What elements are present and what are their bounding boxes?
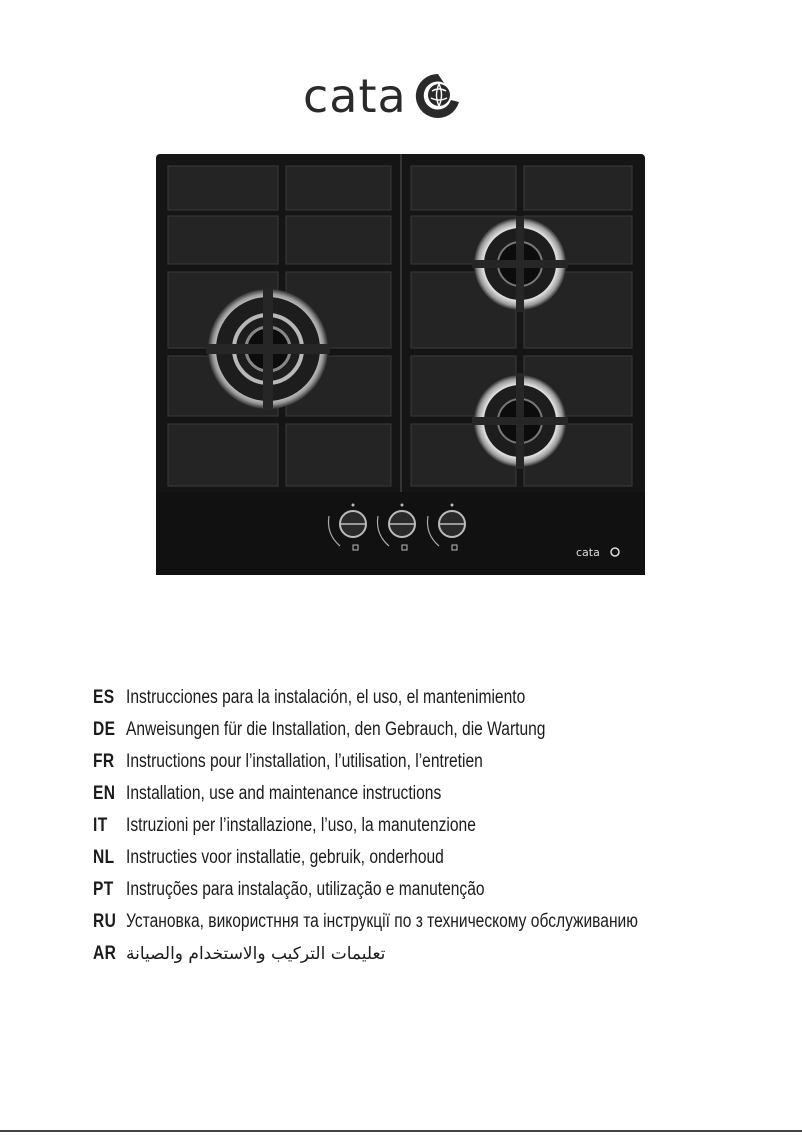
globe-logo-icon — [413, 71, 463, 121]
language-row-fr — [93, 746, 773, 778]
language-row-it — [93, 810, 773, 842]
language-title: Anweisungen für die Installation, den Gebrauch, die Wartung — [126, 719, 546, 740]
language-row-en — [93, 778, 773, 810]
language-title: Instruções para instalação, utilização e manutenção — [126, 879, 485, 900]
language-code: RU — [93, 911, 117, 932]
language-code: NL — [93, 847, 115, 868]
language-code: EN — [93, 783, 116, 804]
language-title: Instructions pour l’installation, l’utilisation, l’entretien — [126, 751, 483, 772]
language-title: Установка, використння та інструкції по з техническому обслуживанию — [126, 911, 638, 932]
language-title: Instrucciones para la instalación, el uso, el mantenimiento — [126, 687, 526, 708]
language-code: DE — [93, 719, 116, 740]
language-row-es — [93, 682, 773, 714]
gas-hob-photo — [156, 154, 645, 575]
hob-panel-brand: cata — [576, 546, 600, 559]
language-row-ru — [93, 906, 773, 938]
brand-wordmark: cata — [303, 69, 407, 123]
language-code: FR — [93, 751, 115, 772]
language-list — [93, 682, 773, 970]
page-bottom-rule — [0, 1130, 802, 1132]
language-title: Istruzioni per l’installazione, l’uso, la manutenzione — [126, 815, 476, 836]
language-code: ES — [93, 687, 115, 708]
language-title: تعليمات التركيب والاستخدام والصيانة — [126, 944, 386, 964]
language-row-de — [93, 714, 773, 746]
language-title: Instructies voor installatie, gebruik, onderhoud — [126, 847, 444, 868]
language-row-pt — [93, 874, 773, 906]
language-row-ar — [93, 938, 773, 970]
brand-logo — [303, 66, 463, 126]
language-code: AR — [93, 943, 117, 964]
language-code: PT — [93, 879, 114, 900]
language-row-nl — [93, 842, 773, 874]
language-title: Installation, use and maintenance instructions — [126, 783, 442, 804]
language-code: IT — [93, 815, 108, 836]
